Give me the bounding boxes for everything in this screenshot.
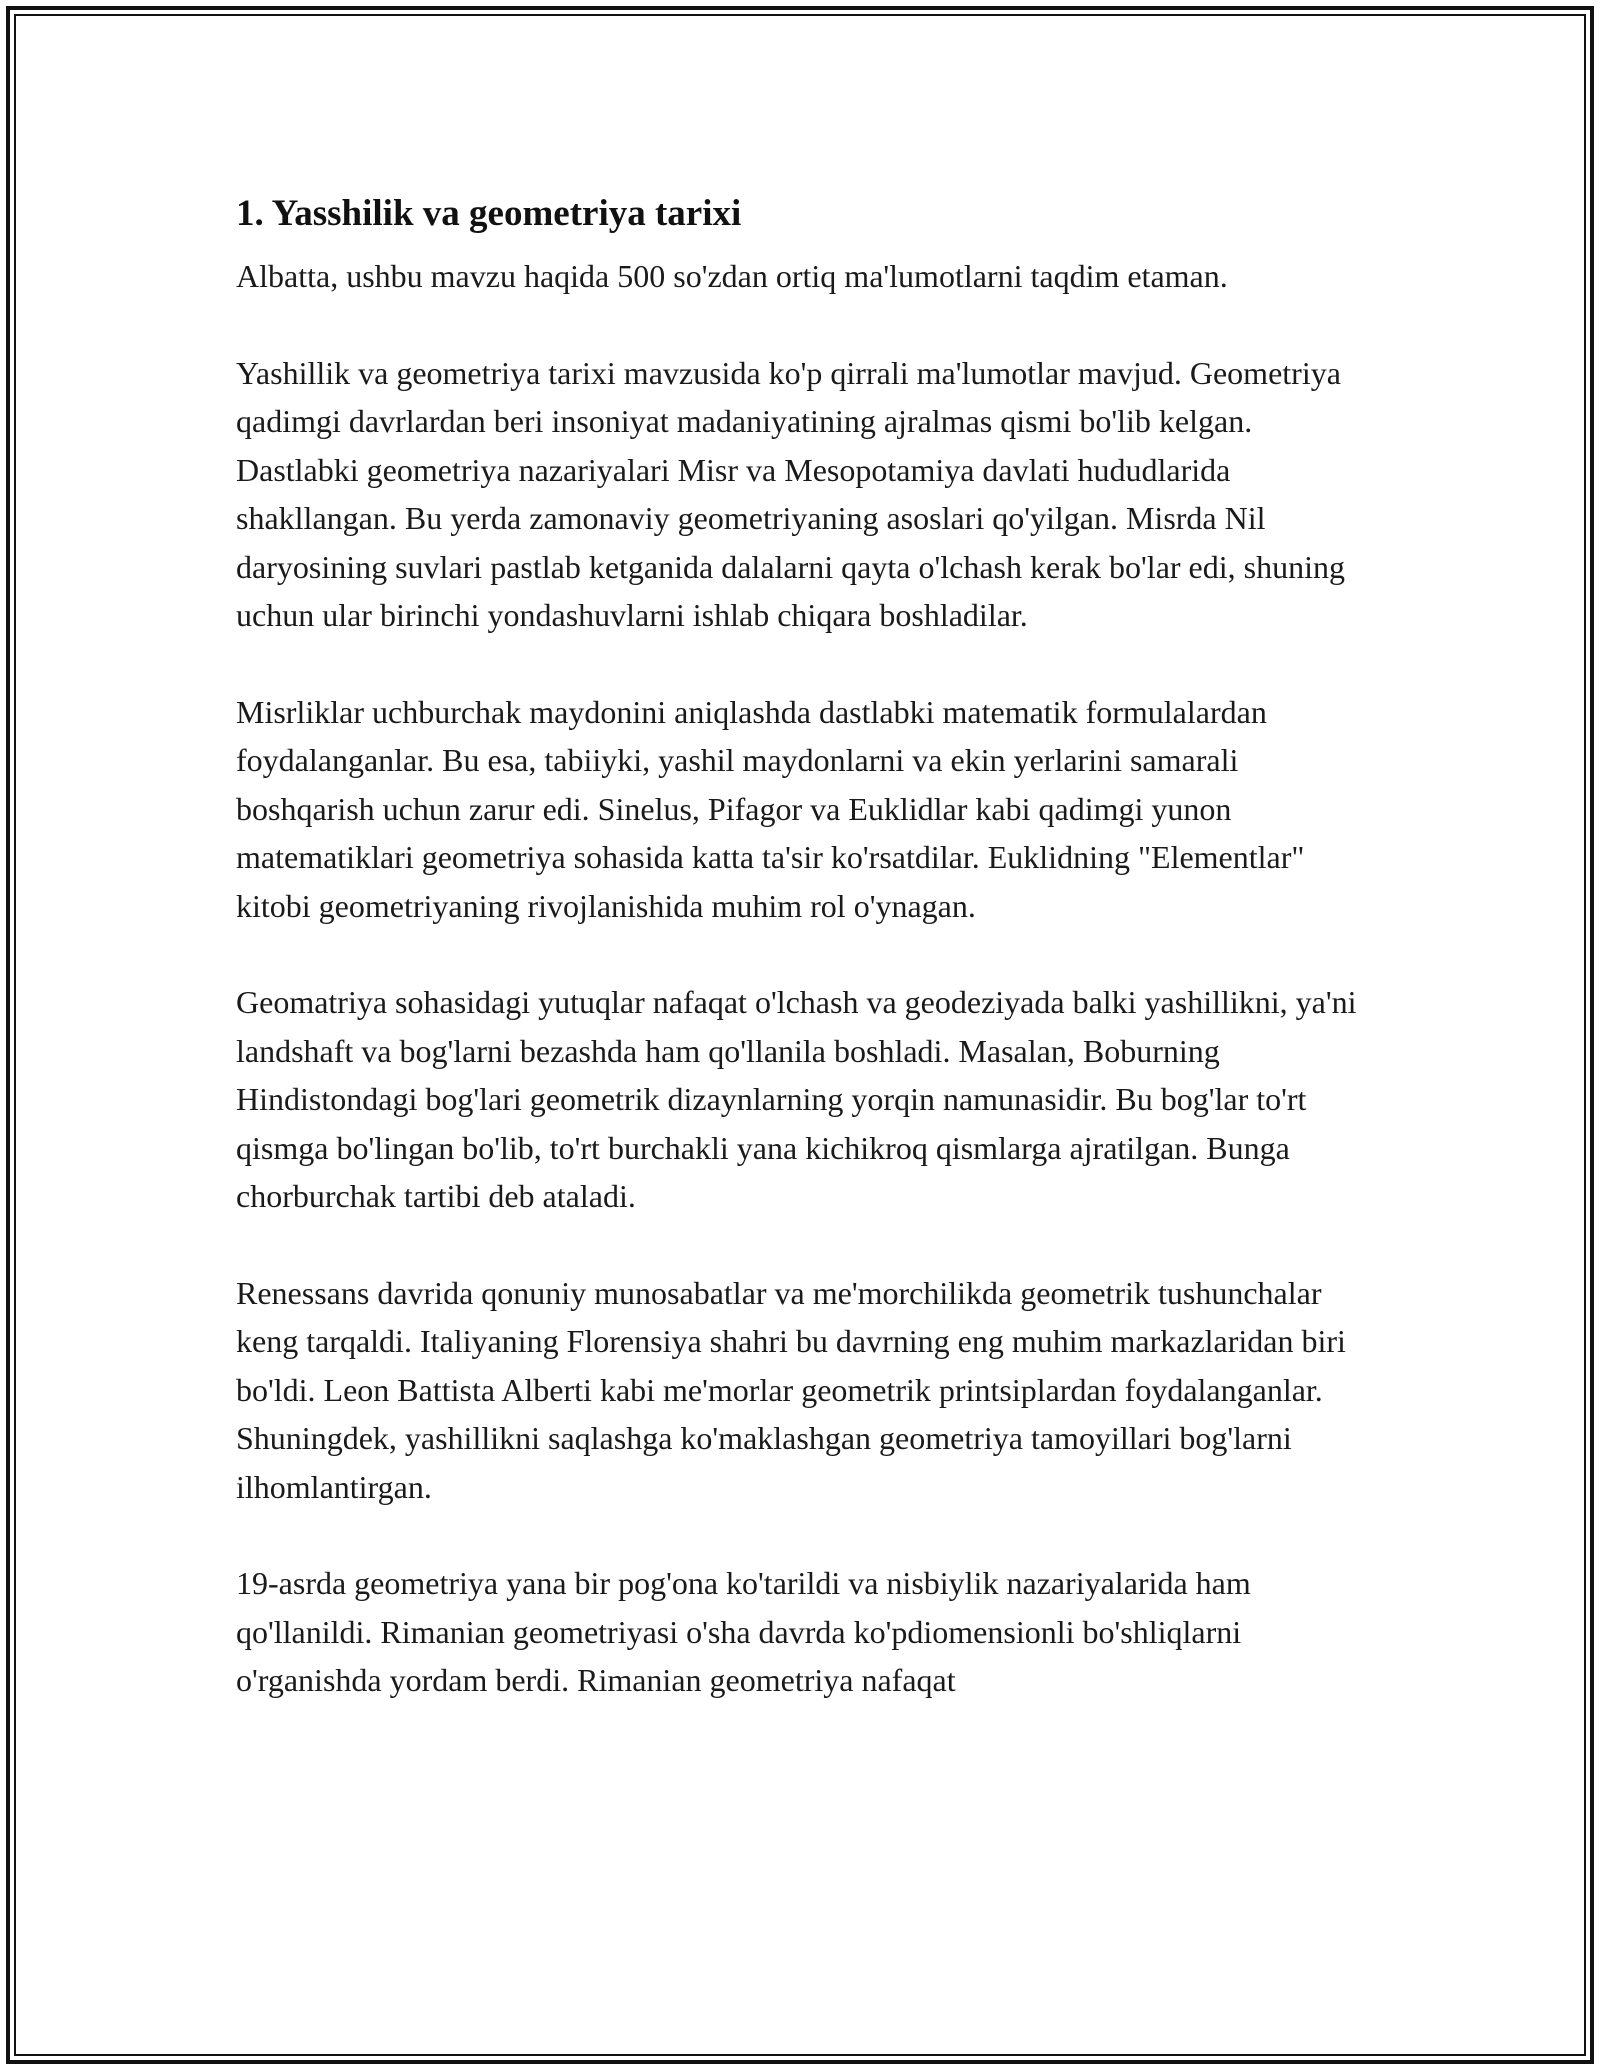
paragraph-intro: Albatta, ushbu mavzu haqida 500 so'zdan ortiq ma'lumotlarni taqdim etaman. <box>236 258 1228 294</box>
paragraph-gardens: Geomatriya sohasidagi yutuqlar nafaqat o'lchash va geodeziyada balki yashillikni, ya'ni landshaft va bog'larni bezashda ham qo'llanila boshladi. Masalan, Boburning Hindistondagi bog'lari geometrik dizaynlarning yorqin namunasidir. Bu bog'lar to'rt qismga bo'lingan bo'lib, to'rt burchakli yana kichikroq qismlarga ajratilgan. Bunga chorburchak tartibi deb ataladi. <box>236 984 1357 1214</box>
paragraph-egypt-greece: Misrliklar uchburchak maydonini aniqlashda dastlabki matematik formulalardan foydalanganlar. Bu esa, tabiiyki, yashil maydonlarni va ekin yerlarini samarali boshqarish uchun zarur edi. Sinelus, Pifagor va Euklidlar kabi qadimgi yunon matematiklari geometriya sohasida katta ta'sir ko'rsatdilar. Euklidning "Elementlar" kitobi geometriyaning rivojlanishida muhim rol o'ynagan. <box>236 693 1305 924</box>
paragraph-19th-century: 19-asrda geometriya yana bir pog'ona ko'tarildi va nisbiylik nazariyalarida ham qo'llanildi. Rimanian geometriyasi o'sha davrda ko'pdiomensionli bo'shliqlarni o'rganishda yordam berdi. Rimanian geometriya nafaqat <box>236 1565 1251 1698</box>
paragraph-history-origins: Yashillik va geometriya tarixi mavzusida ko'p qirrali ma'lumotlar mavjud. Geometriya qadimgi davrlardan beri insoniyat madaniyatining ajralmas qismi bo'lib kelgan. Dastlabki geometriya nazariyalari Misr va Mesopotamiya davlati hududlarida shakllangan. Bu yerda zamonaviy geometriyaning asoslari qo'yilgan. Misrda Nil daryosining suvlari pastlab ketganida dalalarni qayta o'lchash kerak bo'lar edi, shuning uchun ular birinchi yondashuvlarni ishlab chiqara boshladilar. <box>236 354 1345 633</box>
section-title: 1. Yasshilik va geometriya tarixi <box>236 193 742 234</box>
paragraph-renaissance: Renessans davrida qonuniy munosabatlar va me'morchilikda geometrik tushunchalar keng tarqaldi. Italiyaning Florensiya shahri bu davrning eng muhim markazlaridan biri bo'ldi. Leon Battista Alberti kabi me'morlar geometrik printsiplardan foydalanganlar. Shuningdek, yashillikni saqlashga ko'maklashgan geometriya tamoyillari bog'larni ilhomlantirgan. <box>236 1274 1346 1505</box>
document-body <box>236 186 1366 1753</box>
